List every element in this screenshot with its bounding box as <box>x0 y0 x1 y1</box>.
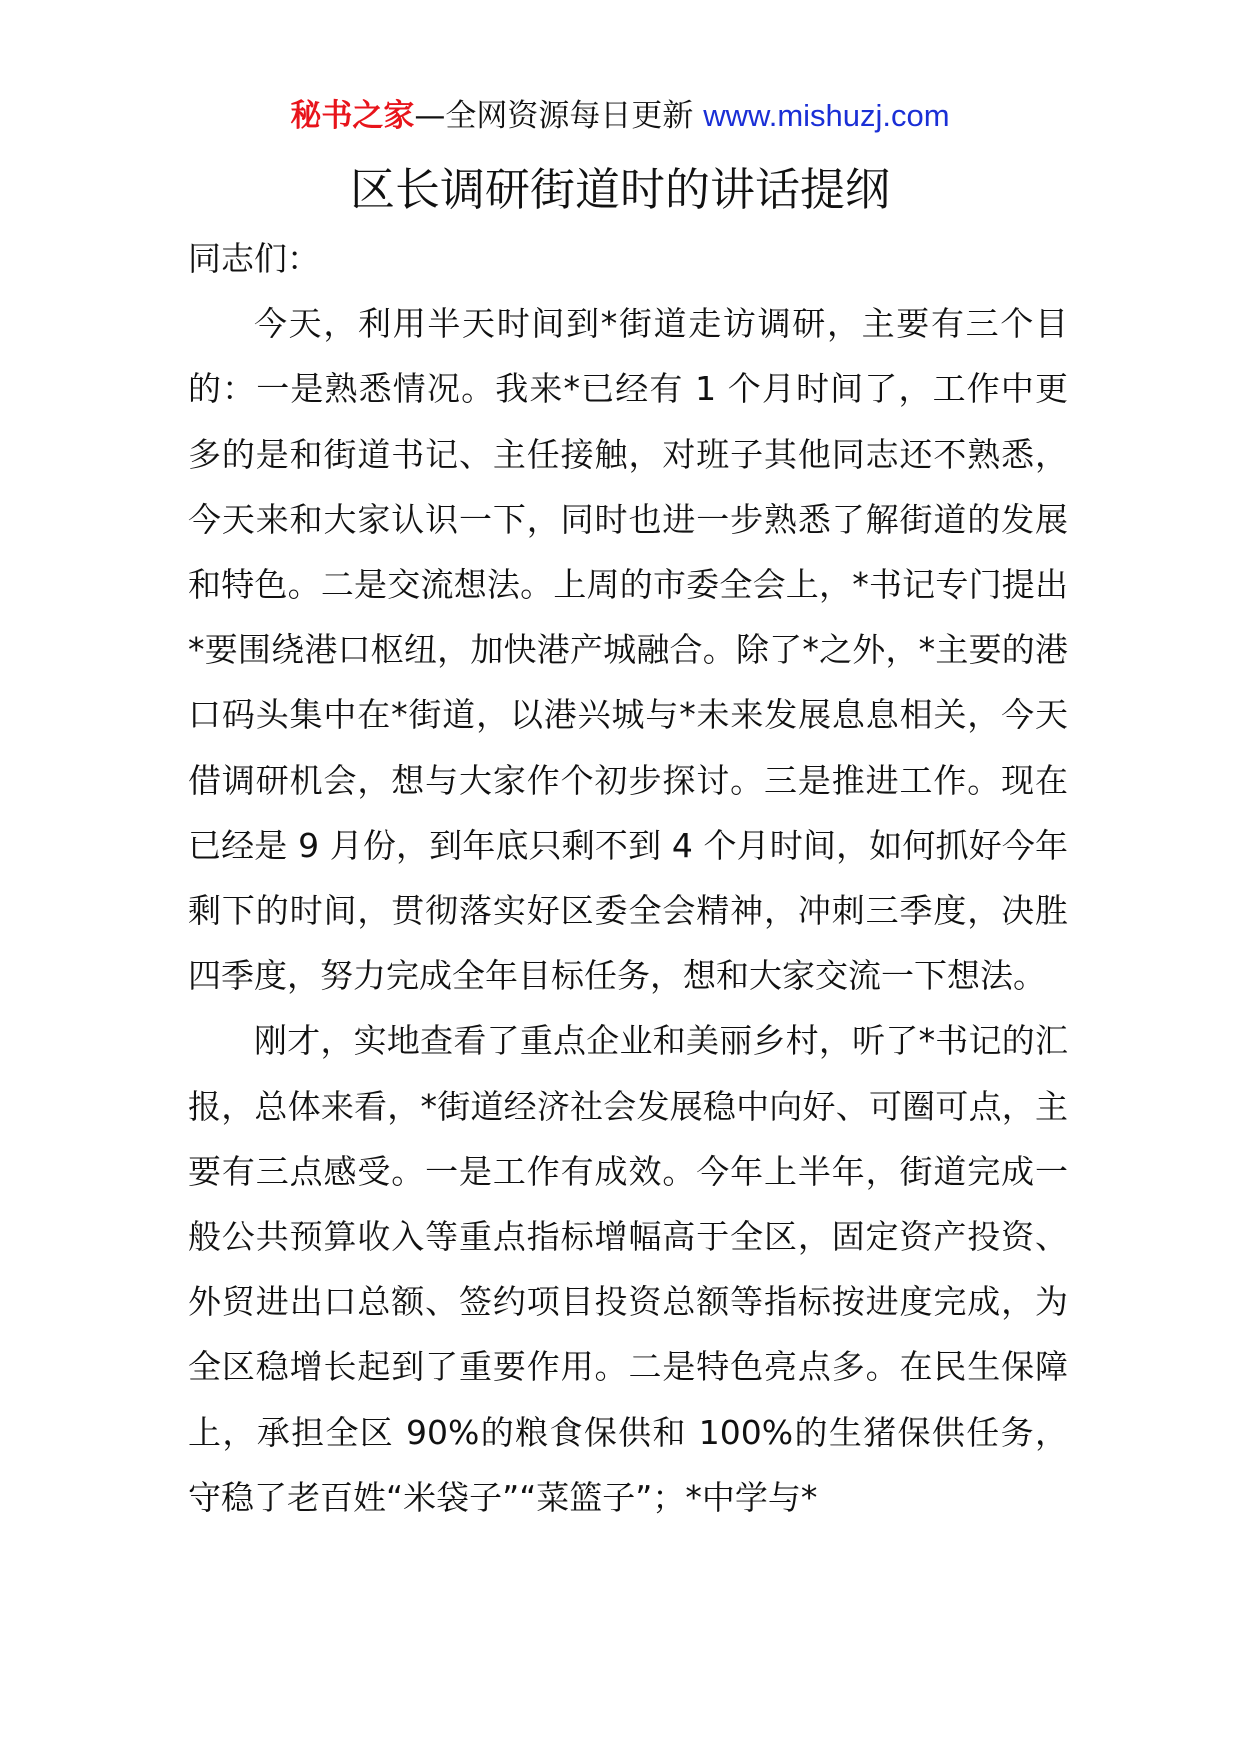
site-url-link[interactable]: www.mishuzj.com <box>703 98 950 133</box>
salutation: 同志们： <box>188 239 320 278</box>
body-paragraph-2: 刚才，实地查看了重点企业和美丽乡村，听了*书记的汇报，总体来看，*街道经济社会发展稳中向好、可圈可点，主要有三点感受。一是工作有成效。今年上半年，街道完成一般公共预算收入等重点指标增幅高于全区，固定资产投资、外贸进出口总额、签约项目投资总额等指标按进度完成，为全区稳增长起到了重要作用。二是特色亮点多。在民生保障上，承担全区 90%的粮食保供和 100%的生猪保供任务，守稳了老百姓“米袋子”“菜篮子”；*中学与* <box>188 1021 1068 1517</box>
document-title: 区长调研街道时的讲话提纲 <box>349 163 890 216</box>
site-header <box>0 96 1240 136</box>
document-body <box>188 226 1068 1530</box>
body-paragraph-1: 今天，利用半天时间到*街道走访调研，主要有三个目的：一是熟悉情况。我来*已经有 1 个月时间了，工作中更多的是和街道书记、主任接触，对班子其他同志还不熟悉，今天来和大家认识一下，同时也进一步熟悉了解街道的发展和特色。二是交流想法。上周的市委全会上，*书记专门提出*要围绕港口枢纽，加快港产城融合。除了*之外，*主要的港口码头集中在*街道，以港兴城与*未来发展息息相关，今天借调研机会，想与大家作个初步探讨。三是推进工作。现在已经是 9 月份，到年底只剩不到 4 个月时间，如何抓好今年剩下的时间，贯彻落实好区委全会精神，冲刺三季度，决胜四季度，努力完成全年目标任务，想和大家交流一下想法。 <box>188 304 1068 996</box>
brand-name: 秘书之家 <box>290 98 415 134</box>
header-tagline: —全网资源每日更新 <box>414 98 694 134</box>
